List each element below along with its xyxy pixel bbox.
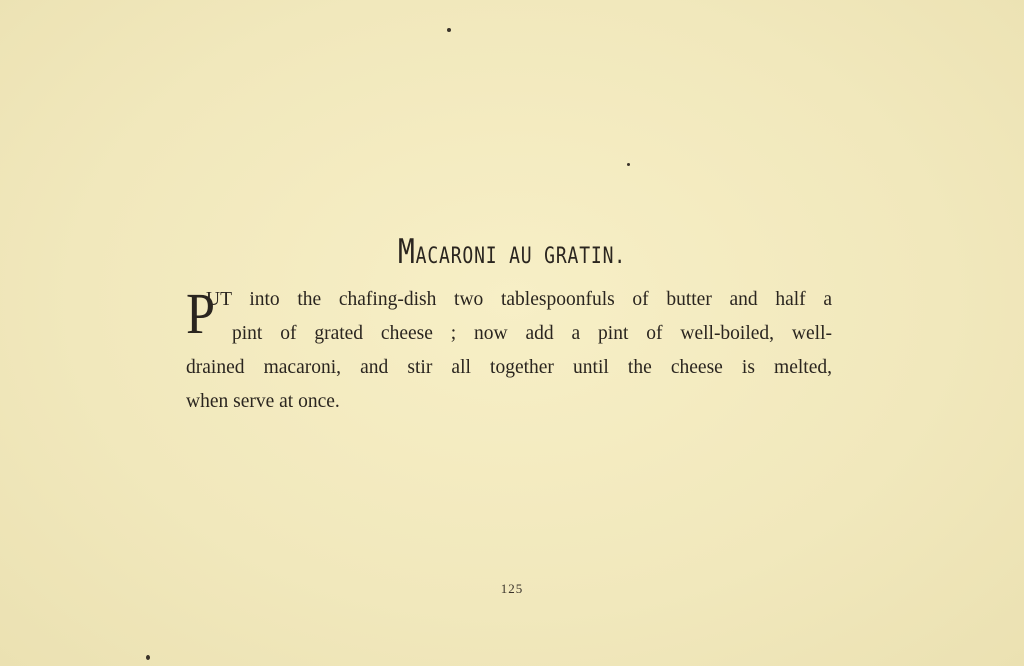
ink-speck — [627, 163, 630, 166]
recipe-title — [92, 232, 932, 272]
text-line: UT into the chafing-dish two tablespoonfuls of butter and half a — [206, 289, 832, 310]
title-text: ACARONI AU GRATIN. — [415, 244, 626, 269]
title-initial: M — [398, 232, 416, 272]
recipe-body — [186, 283, 832, 419]
ink-speck — [447, 28, 451, 32]
text-line: when serve at once. — [186, 391, 340, 412]
page-number: 125 — [500, 581, 524, 596]
drop-cap: P — [186, 281, 216, 346]
text-line: pint of grated cheese ; now add a pint of well-boiled, well- — [232, 323, 832, 344]
text-line: drained macaroni, and stir all together until the cheese is melted, — [186, 357, 832, 378]
ink-speck — [146, 655, 150, 660]
